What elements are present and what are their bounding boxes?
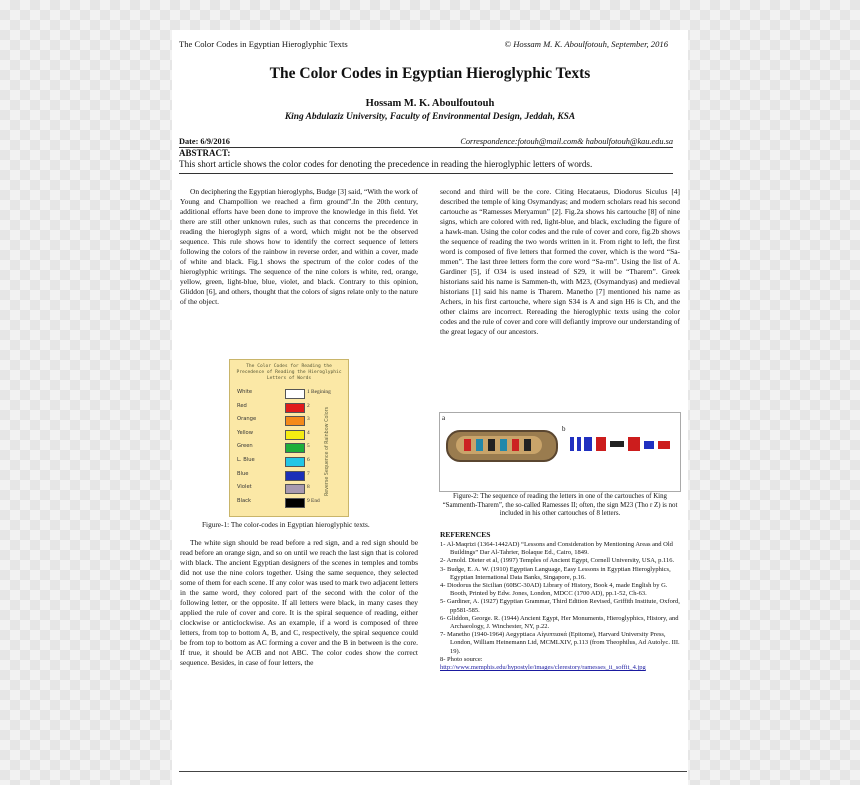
figure-1-color-chart: [229, 359, 349, 517]
color-swatch: [285, 443, 305, 453]
paper-title: The Color Codes in Egyptian Hieroglyphic Texts: [269, 65, 591, 82]
color-order: 2: [307, 402, 310, 409]
body-paragraph: The white sign should be read before a red sign, and a red sign should be read before an orange sign, and so on until we reach the last sign that is colored with black. The ancient Egyptian designers of the scenes in temples and tombs did not use the nine colors together. Using the same sequence, they selected some of them for each scene. If any color was used to mark two adjacent letters in the same word, they colored part of the second with the color of the following letter, or the opposite. If all letters were black, in many cases they applied the rule of cover and core. It is the spiral sequence of reading, either clockwise or anticlockwise. As an example, if a word is composed of three letters, from top to bottom A, B, and C, respectively, the spiral sequence could be from top to bottom as AC forming a cover and the B in between is the core. If true, it should be ACB and not ABC. The color codes show the correct sequence. Besides, in case of four letters, the: [180, 538, 418, 667]
reference-item: 1- Al-Maqrizi (1364-1442AD) “Lessons and Consideration by Mentioning Areas and Old Buildings” Dar Al-Tahrier, Bolaque Ed., Cairo, 1849.: [440, 541, 673, 557]
color-name: Black: [237, 497, 252, 504]
cartouche-photo: [446, 430, 558, 462]
color-order: 9 End: [307, 497, 320, 504]
color-code-row: [237, 470, 337, 480]
page-bottom-rule: [179, 771, 687, 772]
column-right: [440, 187, 680, 337]
color-swatch: [285, 457, 305, 467]
color-order: 8: [307, 484, 310, 491]
color-order: 5: [307, 443, 310, 450]
color-code-row: [237, 429, 337, 439]
running-header-right: © Hossam M. K. Aboulfotouh, September, 2016: [504, 39, 668, 49]
reference-item: 3- Budge, E. A. W. (1910) Egyptian Language, Easy Lessons in Egyptian Hieroglyphics, Egyptian International Data Banks, Singapore, p.16.: [440, 565, 671, 581]
color-name: Red: [237, 402, 247, 409]
color-order: 4: [307, 429, 310, 436]
divider-top: [179, 147, 673, 148]
color-swatch: [285, 484, 305, 494]
color-swatch: [285, 389, 305, 399]
reference-item: 5- Gardiner, A. (1927) Egyptian Grammar, Third Edition Revised, Griffith Institute, Oxford, pp581-585.: [440, 598, 680, 614]
color-swatch: [285, 416, 305, 426]
document-page: [172, 30, 688, 785]
color-order: 3: [307, 416, 310, 423]
hieroglyph-glyph: [584, 437, 592, 451]
author-name: Hossam M. K. Aboulfoutouh: [365, 98, 495, 109]
color-name: Orange: [237, 416, 257, 423]
hieroglyph-glyph: [476, 439, 483, 451]
color-swatch: [285, 498, 305, 508]
body-paragraph: second and third will be the core. Citing Hecataeus, Diodorus Siculus [4] described the temple of king Osymandyas; and modern scholars read his second cartouche as “Ramesses Meryamun” [2]. Fig.2a shows his cartouche [8] of nine signs, which are colored with red, light-blue, and black, excluding the figure of a hawk-man. Using the color codes and the rule of cover and core, fig.2b shows the sequence of reading the two words written in it. From right to left, the first word is composed of five letters that formed the cover, which is the word “Sa-mmen”. The last three letters form the core word “Sa-rm”. Using the list of A. Gardiner [5], if O34 is used instead of S29, it will be “Tharem”. Greek historians said his name is Sammen-th, with M23, (Osymandyas) and medieval historians [1] said his name is Tharem. Manetho [7] mentioned his name as Achers, in his first cartouche, where sign S34 is A and sign H6 is Ch, and the other claims are incorrect. Rereading the hieroglyphic texts using the color codes and the rule of cover and core will defiantly improve our understanding of the great legacy of our ancestors.: [440, 187, 680, 336]
hieroglyph-glyph: [500, 439, 507, 451]
figure-1-title: The Color Codes for Reading the Precedence of Reading the Hieroglyphic Letters of Words: [236, 364, 342, 381]
color-code-row: [237, 388, 337, 398]
column-left-bottom: [180, 538, 418, 668]
date-line: [179, 137, 673, 146]
color-code-row: [237, 402, 337, 412]
hieroglyph-glyph: [644, 441, 654, 449]
hieroglyph-glyph: [628, 437, 640, 451]
hieroglyph-glyph: [596, 437, 606, 451]
color-name: L. Blue: [237, 457, 255, 463]
reference-item: 8- Photo source:: [440, 655, 483, 663]
date: Date: 6/9/2016: [179, 137, 230, 146]
body-paragraph: On deciphering the Egyptian hieroglyphs, Budge [3] said, “With the work of Young and Champollion we reached a firm ground”.In the 20th century, additional efforts have been done to improve the knowledge in this field. Yet there are still other unknown rules, such as that concerns the precedence in reading the hieroglyph signs of a word, which might not be the observed sequence. This rule shows how to identify the correct sequence of letters following the colors of the rainbow in reverse order, and within a cover, made of white and black. Fig.1 shows the spectrum of the color codes of the hieroglyphic writings. The sequence of the nine colors is white, red, orange, yellow, green, light-blue, blue, violet, and black. Contrary to this opinion, Gliddon [6], and others, thought that the colors of signs relate only to the nature of the object.: [180, 187, 418, 306]
figure-2-cartouche: [439, 412, 681, 492]
figure-1-side-label: Reverse Sequence of Rainbow Colors: [325, 406, 330, 496]
color-name: Blue: [237, 470, 249, 477]
author-affiliation: King Abdulaziz University, Faculty of Environmental Design, Jeddah, KSA: [284, 112, 576, 122]
running-header-left: The Color Codes in Egyptian Hieroglyphic Texts: [179, 39, 348, 49]
divider-bottom: [179, 173, 673, 174]
hieroglyph-glyph: [464, 439, 471, 451]
hieroglyph-glyph: [512, 439, 519, 451]
figure-2-caption: Figure-2: The sequence of reading the letters in one of the cartouches of King “Sammenth-Tharem”, the so-called Ramesses II; often, the sign M23 (Tho r Z) is not included in his other cartouches of 8 letters.: [442, 493, 678, 518]
hieroglyph-glyph: [610, 441, 624, 447]
figure-2-label-b: b: [562, 425, 566, 433]
color-swatch: [285, 430, 305, 440]
hieroglyph-glyph: [488, 439, 495, 451]
reference-item: 6- Gliddon, George. R. (1944) Ancient Egypt, Her Monuments, Hieroglyphics, History, and Archaeology, J. Winchester, NY, p.22.: [440, 614, 679, 631]
hieroglyph-glyph: [570, 437, 574, 451]
column-left-top: [180, 187, 418, 307]
color-name: Yellow: [237, 429, 253, 436]
figure-1-caption: Figure-1: The color-codes in Egyptian hieroglyphic texts.: [202, 520, 370, 529]
abstract-heading: ABSTRACT:: [179, 148, 231, 158]
hieroglyph-glyph: [658, 441, 670, 449]
color-order: 1 Begining: [307, 389, 331, 395]
reference-item: 7- Manetho (1940-1964) Aegyptiaca Αἰγυπτιακά (Epitome), Harvard University Press, London, William Heinemann Ltd, MCMLXIV, p.113 (from Theophilus, Ad Autolyc. III. 19).: [440, 631, 680, 655]
color-swatch: [285, 403, 305, 413]
correspondence: Correspondence:fotouh@mail.com& haboulfotouh@kau.edu.sa: [460, 137, 673, 146]
references-heading: REFERENCES: [440, 530, 491, 539]
references-list: [440, 541, 680, 672]
color-code-row: [237, 442, 337, 452]
hieroglyph-glyph: [524, 439, 531, 451]
color-code-row: [237, 456, 337, 466]
color-order: 6: [307, 457, 310, 463]
color-code-row: [237, 497, 337, 507]
color-swatch: [285, 471, 305, 481]
hieroglyph-glyph: [577, 437, 581, 451]
photo-source-link[interactable]: http://www.memphis.edu/hypostyle/images/clerestory/ramesses_ii_soffit_4.jpg: [440, 664, 646, 672]
color-name: White: [237, 389, 253, 395]
figure-2-label-a: a: [442, 414, 446, 422]
hieroglyph-sequence: [570, 433, 675, 455]
reference-item: 2- Arnold. Dieter et al, (1997) Temples of Ancient Egypt, Cornell University, USA, p.116.: [440, 557, 675, 565]
reference-item: 4- Diodorus the Sicilian (60BC-30AD) Library of History, Book 4, made English by G. Booth, Printed by Edw. Jones, London, MDCC (1700 AD), pp.1-52, Ch-63.: [440, 582, 668, 598]
color-order: 7: [307, 470, 310, 477]
color-code-row: [237, 483, 337, 493]
abstract-text: This short article shows the color codes for denoting the precedence in reading the hieroglyphic letters of words.: [179, 159, 593, 169]
cartouche-inner: [456, 436, 542, 454]
color-name: Green: [237, 443, 253, 450]
color-code-row: [237, 415, 337, 425]
color-name: Violet: [237, 484, 252, 491]
